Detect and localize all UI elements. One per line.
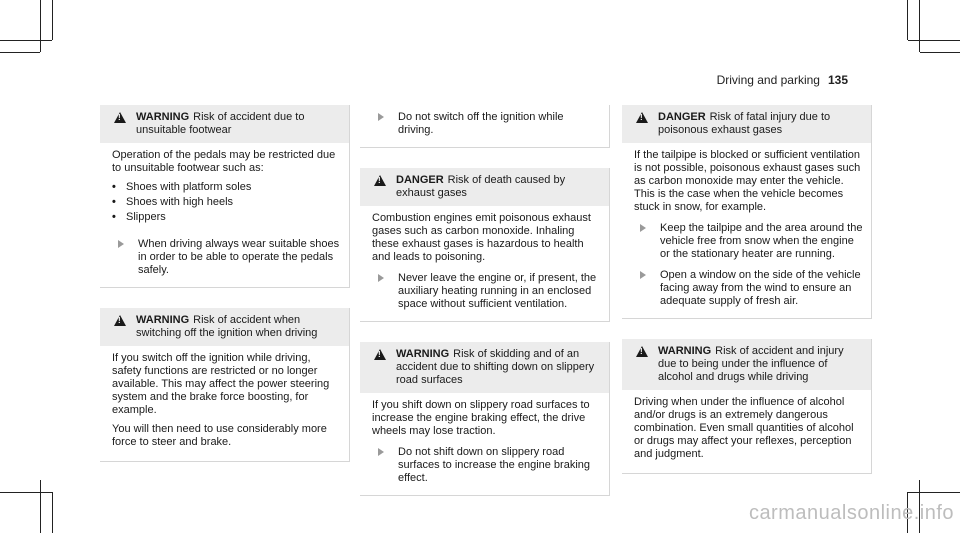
danger-heading: Risk of death caused by exhaust gases: [396, 174, 566, 199]
warning-block: [360, 342, 610, 496]
instruction-step: Do not shift down on slippery road surfaces to increase the engine braking effect.: [372, 446, 601, 485]
danger-block: [622, 105, 872, 319]
step-block: [360, 105, 610, 148]
warning-heading: Risk of accident due to unsuitable footwear: [136, 111, 305, 136]
warning-label: WARNING: [136, 111, 190, 123]
instruction-step: Do not switch off the ignition while driving.: [372, 111, 601, 137]
page-header: [717, 73, 848, 87]
crop-mark: [40, 480, 41, 533]
warning-label: WARNING: [396, 348, 450, 360]
warning-block: [100, 105, 350, 288]
step-arrow-icon: [640, 271, 646, 279]
watermark: carmanualsonline.info: [748, 502, 954, 524]
list-item: • Shoes with platform soles: [112, 181, 252, 193]
danger-heading: Risk of fatal injury due to poisonous exhaust gases: [658, 111, 831, 136]
column-1: [100, 105, 350, 462]
section-title: Driving and parking: [716, 73, 820, 87]
instruction-step: When driving always wear suitable shoes in order to be able to operate the pedals safely.: [112, 238, 341, 277]
danger-text: If the tailpipe is blocked or sufficient ventilation is not possible, poisonous exhaust gases such as carbon monoxide may enter the vehicle. This is the case when the vehicle becomes stuck in snow, for example.: [634, 149, 861, 213]
column-3: [622, 105, 872, 474]
crop-mark: [52, 0, 53, 40]
step-arrow-icon: [378, 448, 384, 456]
warning-heading: Risk of accident and injury due to being under the influence of alcohol and drugs while driving: [658, 345, 844, 383]
warning-heading: Risk of accident when switching off the ignition when driving: [136, 314, 318, 339]
step-arrow-icon: [118, 240, 124, 248]
danger-label: DANGER: [658, 111, 706, 123]
warning-triangle-icon: [114, 315, 126, 326]
step-arrow-icon: [378, 274, 384, 282]
crop-mark: [919, 0, 920, 52]
warning-text: If you shift down on slippery road surfaces to increase the engine braking effect, the drive wheels may lose traction.: [372, 399, 590, 437]
warning-label: WARNING: [136, 314, 190, 326]
warning-triangle-icon: [374, 175, 386, 186]
crop-mark: [907, 0, 908, 40]
warning-text: If you switch off the ignition while driving, safety functions are restricted or no longer available. This may affect the power steering system and the brake force boosting, for example.: [112, 352, 330, 416]
crop-mark: [40, 0, 41, 52]
warning-triangle-icon: [636, 346, 648, 357]
page-number: 135: [827, 73, 848, 87]
warning-text: You will then need to use considerably more force to steer and brake.: [112, 423, 327, 448]
warning-triangle-icon: [114, 112, 126, 123]
warning-heading: Risk of skidding and of an accident due to shifting down on slippery road surfaces: [396, 348, 595, 386]
warning-triangle-icon: [636, 112, 648, 123]
warning-block: [100, 308, 350, 462]
instruction-step: Keep the tailpipe and the area around the vehicle free from snow when the engine or the stationary heater are running.: [634, 222, 863, 261]
crop-mark: [0, 492, 52, 493]
crop-mark: [0, 52, 40, 53]
danger-label: DANGER: [396, 174, 444, 186]
danger-block: [360, 168, 610, 322]
warning-text: Driving when under the influence of alcohol and/or drugs is an extremely dangerous combination. Even small quantities of alcohol or drugs may affect your reflexes, perception and judgment.: [634, 396, 854, 460]
crop-mark: [52, 492, 53, 533]
column-2: [360, 105, 610, 496]
list-item: • Slippers: [112, 211, 166, 223]
instruction-step: Never leave the engine or, if present, the auxiliary heating running in an enclosed space without sufficient ventilation.: [372, 272, 601, 311]
step-arrow-icon: [640, 224, 646, 232]
warning-label: WARNING: [658, 345, 712, 357]
list-item: • Shoes with high heels: [112, 196, 234, 208]
crop-mark: [0, 40, 52, 41]
crop-mark: [920, 52, 960, 53]
instruction-step: Open a window on the side of the vehicle facing away from the wind to ensure an adequate supply of fresh air.: [634, 269, 863, 308]
warning-text: Operation of the pedals may be restricted due to unsuitable footwear such as:: [112, 149, 336, 174]
danger-text: Combustion engines emit poisonous exhaust gases such as carbon monoxide. Inhaling these exhaust gases is hazardous to health and leads to poisoning.: [372, 212, 591, 263]
crop-mark: [908, 40, 960, 41]
step-arrow-icon: [378, 113, 384, 121]
crop-mark: [908, 492, 960, 493]
warning-triangle-icon: [374, 349, 386, 360]
warning-block: [622, 339, 872, 474]
